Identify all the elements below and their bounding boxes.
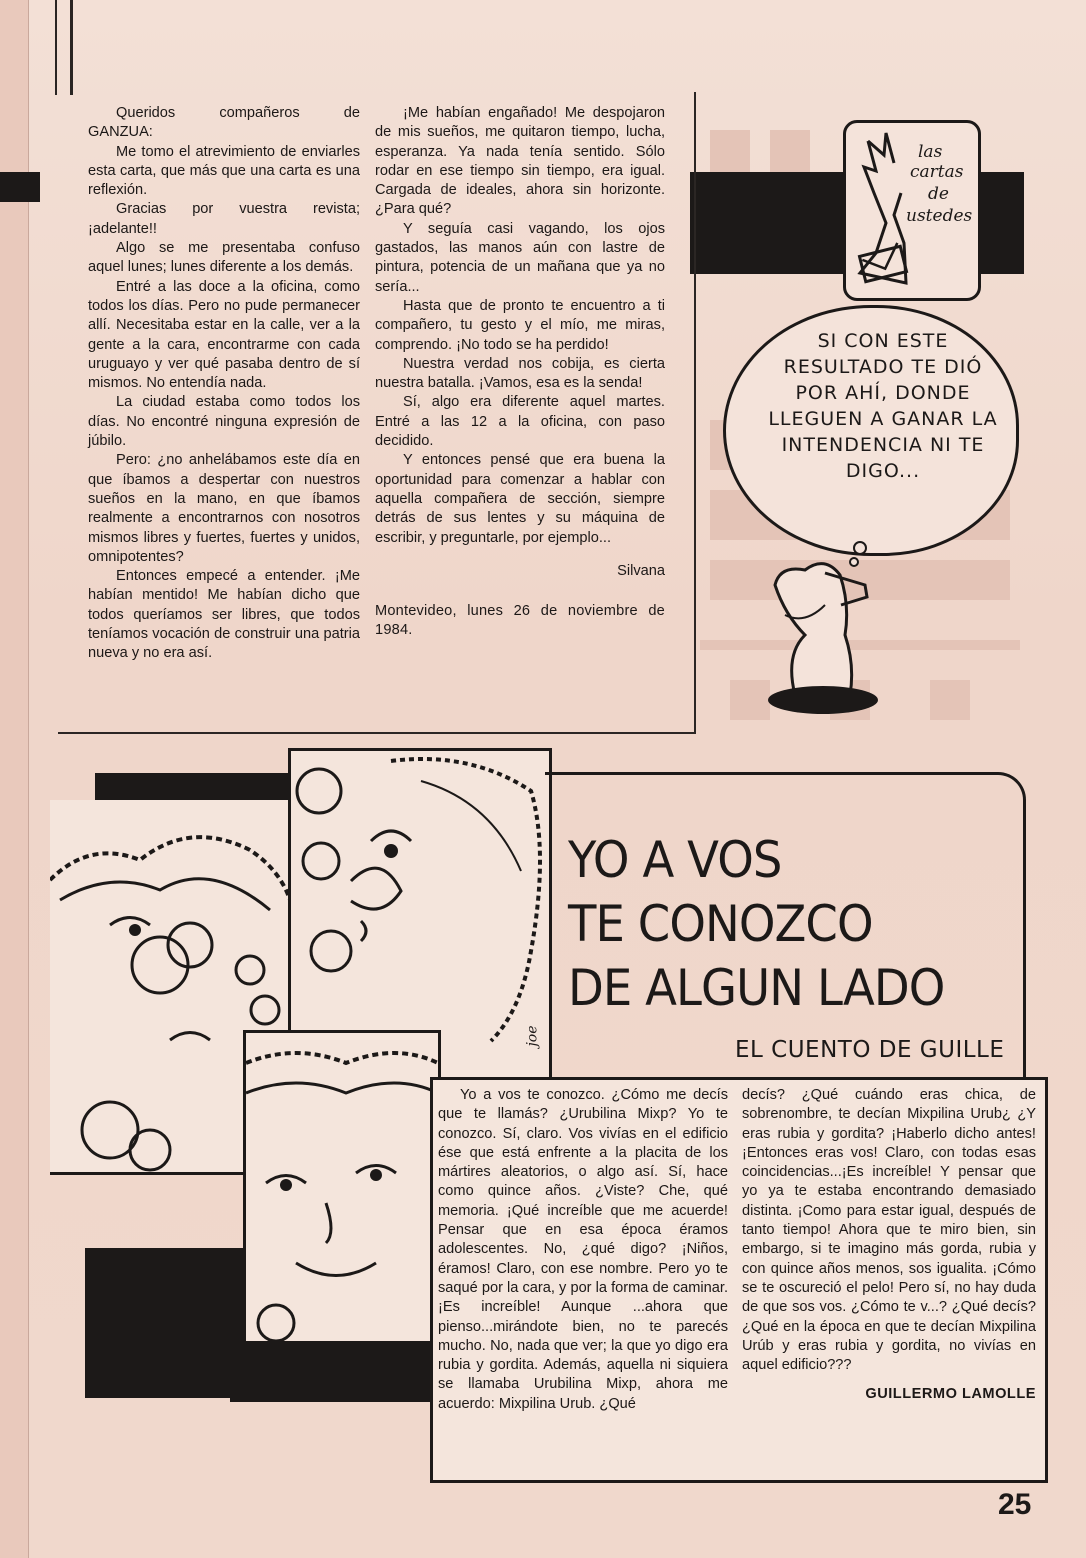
story-author: GUILLERMO LAMOLLE [865, 1386, 1036, 1403]
section-logo [843, 120, 981, 301]
letter-paragraph: Gracias por vuestra revista; ¡adelante!! [88, 201, 360, 237]
logo-word: ustedes [906, 206, 973, 226]
black-band [0, 172, 40, 202]
rule-line [55, 0, 57, 95]
cartoon-character [755, 545, 915, 745]
story-paragraph: Yo a vos te conozco. ¿Cómo me decís que te llamás? ¿Urubilina Mixp? Yo te conozco. Sí, claro. Vos vivías en el edificio ése que está enfrente a la placita de los mártires aleatorios, o algo así. Sí, hace como quince años. ¿Viste? Che, qué memoria. ¡Qué increíble que me acuerde! Pensar que en esa época éramos adolescentes. No, ¿qué digo? ¡Niños, éramos! Claro, con ese nombre. Pero yo te saqué por la cara, y por la forma de caminar. ¡Es increíble! Aunque ...ahora que pienso...mirándote bien, no te parecés mucho. No, nada que ver; la que yo digo era rubia y gordita. Además, aquella ni siquiera se llamaba Urubilina Mixp, ahora me acuerdo: Mixpilina Urub. ¿Qué [438, 1087, 728, 1412]
logo-word: de [928, 184, 949, 204]
torn-left-edge [0, 0, 29, 1558]
letter-paragraph: Y entonces pensé que era buena la oportunidad para comenzar a hablar con aquella compañera de sección, siempre detrás de sus lentes y su máquina de escribir, y preguntarle, por ejemplo... [375, 452, 665, 546]
logo-word: las [918, 142, 943, 162]
story-column-2 [742, 1086, 1036, 1405]
title-line: YO A VOS [568, 831, 782, 889]
letter-signature: Silvana [617, 562, 665, 579]
black-block [85, 1248, 250, 1398]
letter-paragraph: Entonces empecé a entender. ¡Me habían mentido! Me habían dicho que todos queríamos ser libres, que todos teníamos vocación de construir una patria nueva y no era así. [88, 568, 360, 662]
letter-paragraph: Nuestra verdad nos cobija, es cierta nuestra batalla. ¡Vamos, esa es la senda! [375, 355, 665, 392]
letter-paragraph: ¡Me habían engañado! Me despojaron de mis sueños, me quitaron tiempo, lucha, esperanza. Ya nada tenía sentido. Sólo rodar en ese tiempo sin tiempo, era igual. Cargada de ideales, ahora sin horizonte. ¿Para qué? [375, 105, 665, 218]
story-title [568, 828, 959, 1020]
letter-paragraph: Pero: ¿no anhelábamos este día en que íbamos a despertar con nuestros sueños en la mano, en que íbamos realmente a encontrarnos con nosotros mismos libres y fuertes, fuertes y unidos, omnipotentes? [88, 452, 360, 565]
letter-paragraph: Me tomo el atrevimiento de enviarles esta carta, que más que una carta es una reflexión. [88, 143, 360, 199]
black-block [95, 773, 295, 803]
letter-column-2 [375, 104, 665, 640]
illustrator-signature: joe [524, 1025, 541, 1047]
letter-paragraph: Sí, algo era diferente aquel martes. Entré a las 12 a la oficina, con paso decidido. [375, 394, 665, 450]
letter-paragraph: Y seguía casi vagando, los ojos gastados, las manos aún con lastre de pintura, potencia de un mañana que ya no sería... [375, 220, 665, 295]
illustration-panel [243, 1030, 441, 1344]
letter-paragraph: Entré a las doce a la oficina, como todos los días. Pero no pude permanecer allí. Necesitaba estar en la calle, ver a la gente a la cara, encontrarme con cada uruguayo y ver qué pasaba dentro de sí mismos. No entendía nada. [88, 278, 360, 392]
page-number: 25 [998, 1488, 1032, 1521]
title-line: TE CONOZCO [568, 895, 873, 953]
title-line: DE ALGUN LADO [568, 959, 945, 1017]
letter-paragraph: Hasta que de pronto te encuentro a ti compañero, tu gesto y el mío, me miras, comprendo. ¡No todo se ha perdido! [375, 297, 665, 353]
letter-dateline: Montevideo, lunes 26 de noviembre de 1984. [375, 602, 665, 639]
letter-paragraph: Queridos compañeros de GANZUA: [88, 105, 360, 141]
letter-column-1 [88, 104, 360, 664]
story-paragraph: decís? ¿Qué cuándo eras chica, de sobrenombre, te decían Mixpilina Urub¿ ¿Y eras rubia y gordita? ¡Haberlo dicho antes! ¡Entonces eras vos! Claro, con todas esas coincidencias...¡Es increíble! Y pensar que yo ya te estaba encontrando demasiado distinta. ¡Como para estar igual, después de tanto tiempo! Ahora que te miro bien, sin embargo, si te imagino más gorda, rubia y con quince años menos, sos igualita. ¡Cómo se te oscureció el pelo! Pero sí, no hay duda de que sos vos. ¿Cómo te v...? ¿Qué decís? ¿Qué en la época en que te decían Mixpilina Urúb y eras rubia y gordita, no vivías en aquel edificio??? [742, 1087, 1036, 1374]
rule-line [70, 0, 73, 95]
bubble-text: SI CON ESTE RESULTADO TE DIÓ POR AHÍ, DONDE LLEGUEN A GANAR LA INTENDENCIA NI TE DIGO... [768, 330, 998, 482]
letter-paragraph: La ciudad estaba como todos los días. No encontré ninguna expresión de júbilo. [88, 394, 360, 450]
story-subtitle: EL CUENTO DE GUILLE [735, 1037, 1005, 1063]
story-column-1 [438, 1086, 728, 1414]
letter-paragraph: Algo se me presentaba confuso aquel lunes; lunes diferente a los demás. [88, 240, 360, 276]
woman-smiling-illustration [246, 1033, 438, 1341]
logo-word: cartas [910, 162, 964, 182]
